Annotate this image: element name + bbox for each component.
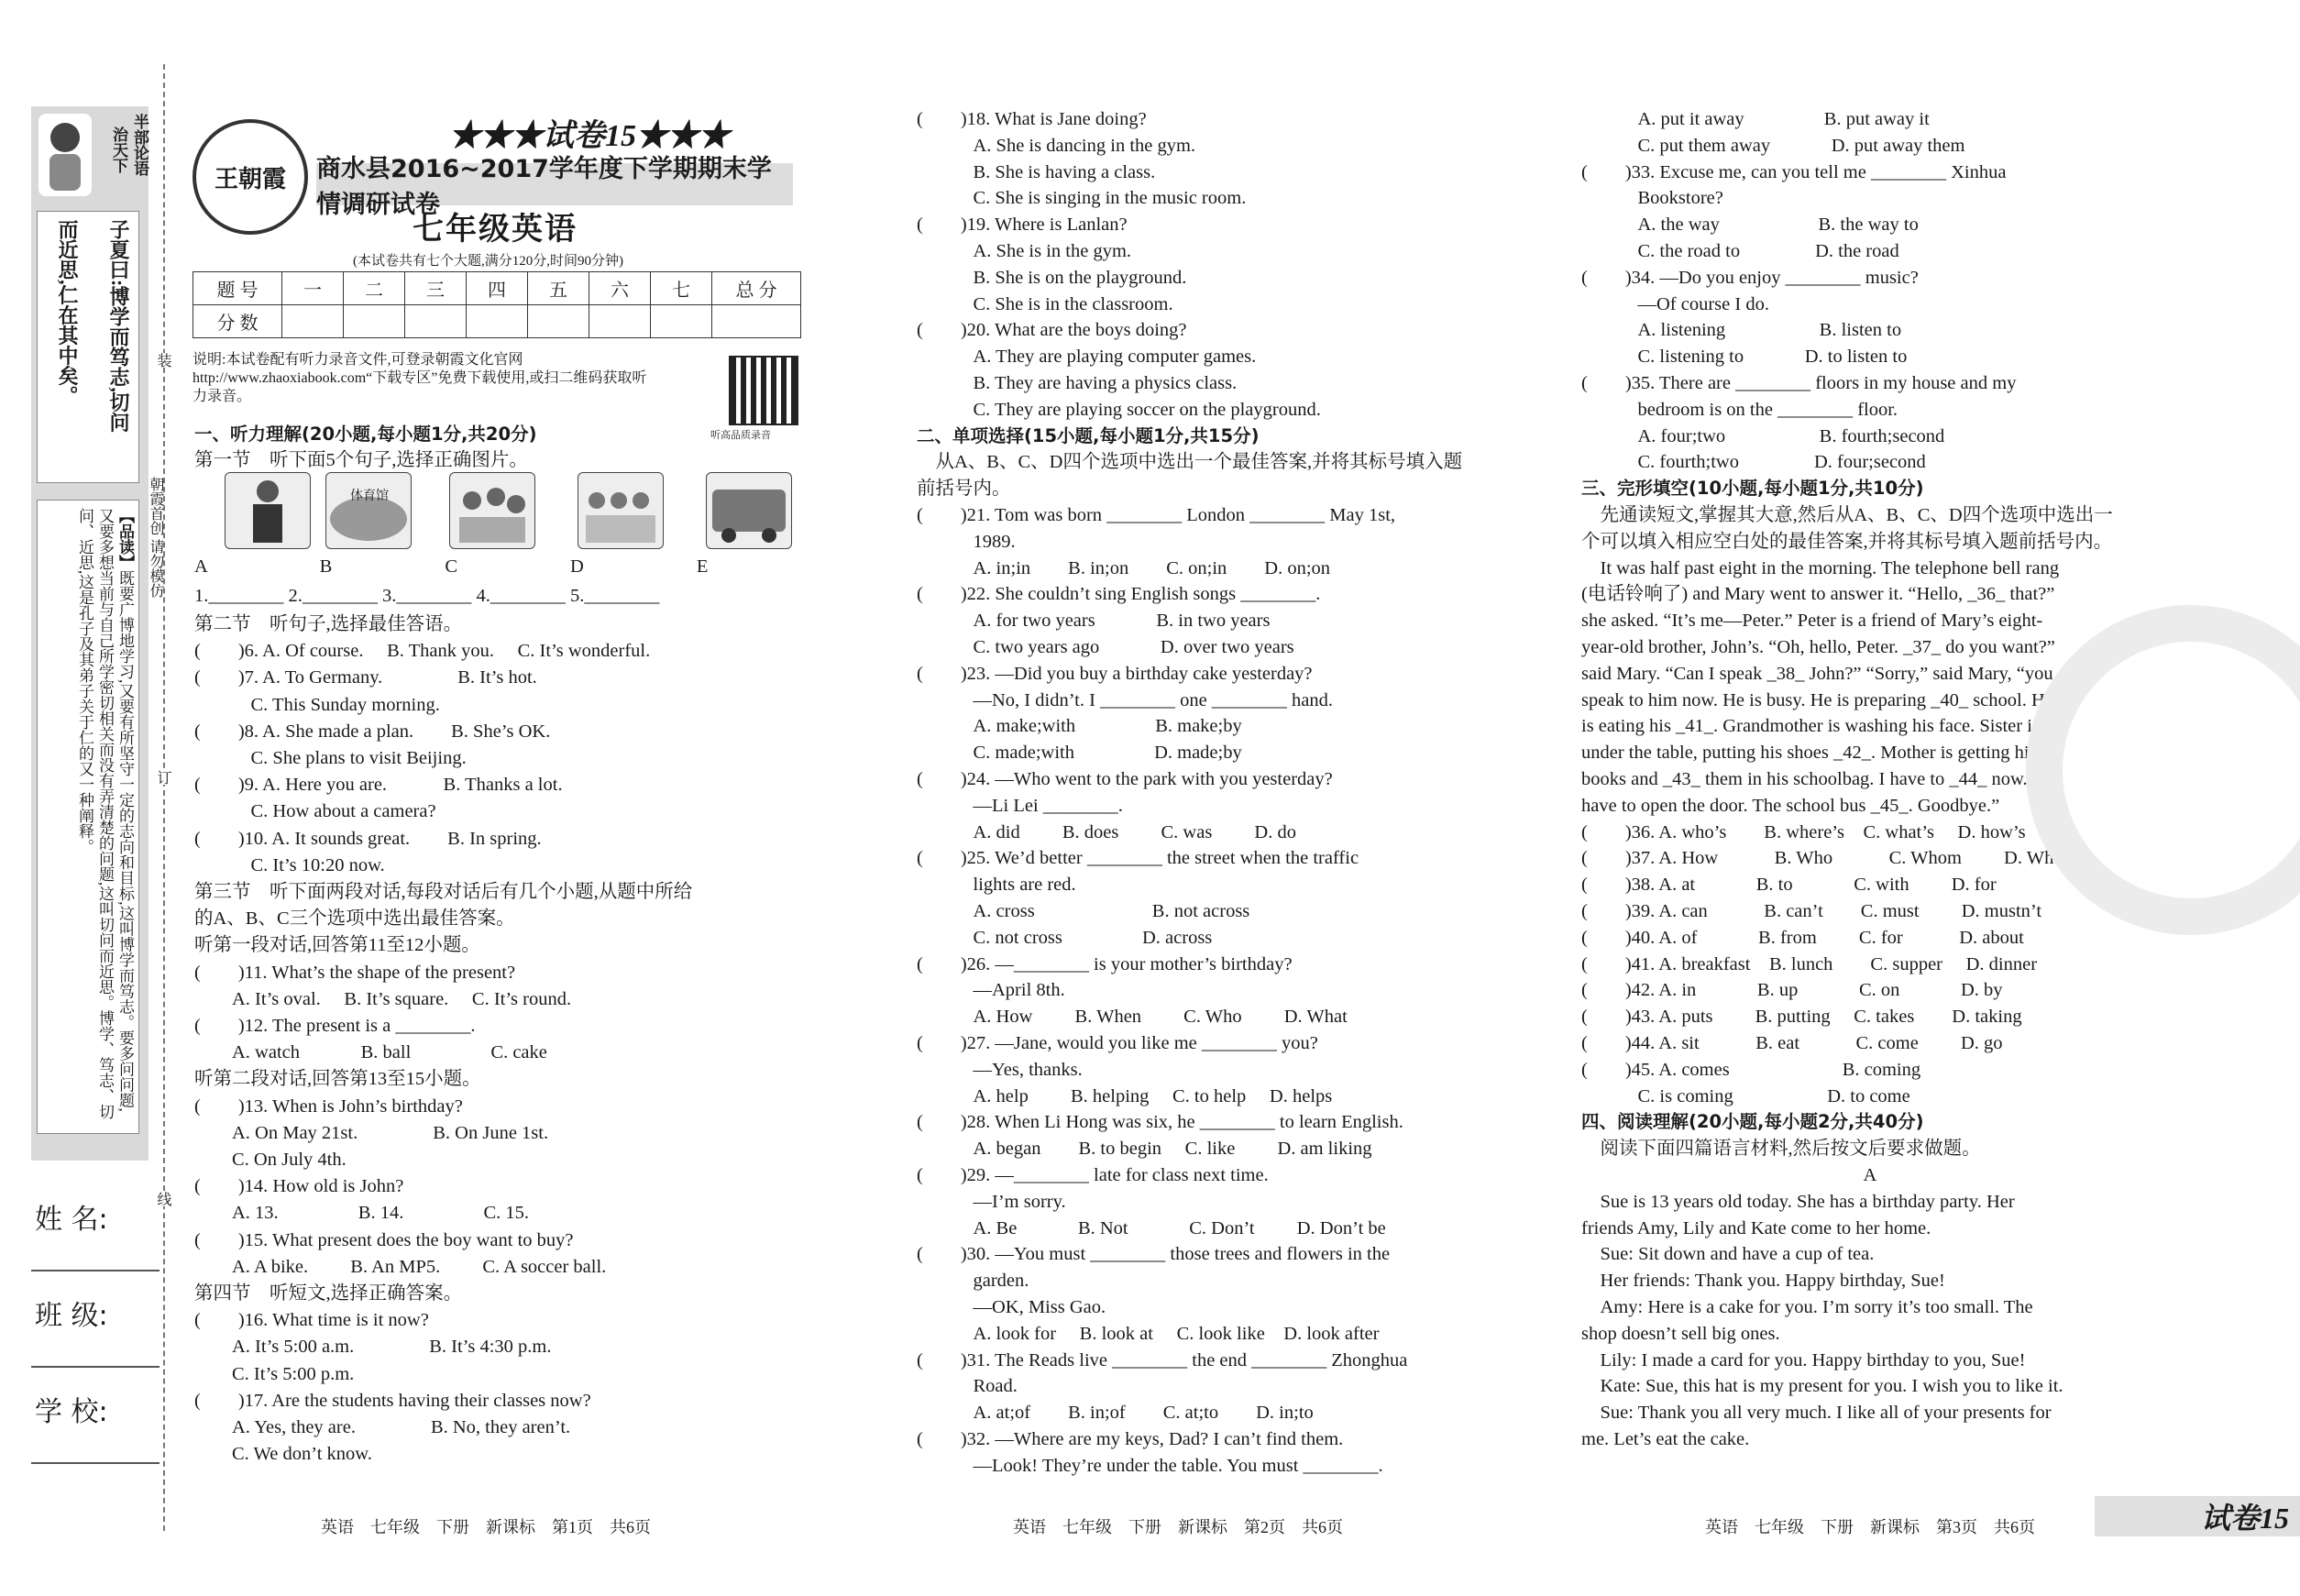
score-cell[interactable] bbox=[405, 305, 467, 338]
text-line: Bookstore? bbox=[1581, 188, 1723, 209]
text-line: A. How B. When C. Who D. What bbox=[917, 1007, 1348, 1028]
text-line: she asked. “It’s me—Peter.” Peter is a friend of Mary’s eight- bbox=[1581, 611, 2043, 632]
text-line: 先通读短文,掌握其大意,然后从A、B、C、D四个选项中选出一 bbox=[1581, 505, 2113, 525]
text-line: 听第二段对话,回答第13至15小题。 bbox=[194, 1069, 481, 1090]
text-line: me. Let’s eat the cake. bbox=[1581, 1429, 1750, 1449]
text-line: ( )38. A. at B. to C. with D. for bbox=[1581, 875, 1997, 896]
text-line: ( )19. Where is Lanlan? bbox=[917, 215, 1128, 236]
text-line: ( )15. What present does the boy want to buy? bbox=[194, 1229, 574, 1250]
text-line: ( )34. —Do you enjoy ________ music? bbox=[1581, 267, 1919, 288]
instructions-note: 说明:本试卷配有听力录音文件,可登录朝霞文化官网 http://www.zhaoxiabook.com“下载专区”免费下载使用,或扫二维码获取听力录音。 bbox=[193, 352, 647, 404]
text-line: 个可以填入相应空白处的最佳答案,并将其标号填入题前括号内。 bbox=[1581, 531, 2113, 552]
score-cell[interactable] bbox=[651, 305, 712, 338]
text-line: books and _43_ them in his schoolbag. I have to _44_ now. I bbox=[1581, 769, 2039, 789]
copyright-note: 朝霞首创 请勿模仿 bbox=[148, 477, 163, 598]
section-heading: 二、单项选择(15小题,每小题1分,共15分) bbox=[917, 424, 1260, 446]
picture-e-icon bbox=[706, 472, 792, 549]
text-line: A. They are playing computer games. bbox=[917, 347, 1257, 368]
text-line: A bbox=[1581, 1165, 1877, 1185]
section-heading: 四、阅读理解(20小题,每小题2分,共40分) bbox=[1581, 1111, 1924, 1133]
text-line: ( )16. What time is it now? bbox=[194, 1310, 429, 1331]
score-table-header-row bbox=[193, 272, 801, 305]
quote-box bbox=[37, 211, 139, 483]
text-line: ( )11. What’s the shape of the present? bbox=[194, 962, 516, 983]
text-line: C. She plans to visit Beijing. bbox=[194, 748, 467, 768]
text-line: 前括号内。 bbox=[917, 479, 1011, 500]
text-line: 第一节 听下面5个句子,选择正确图片。 bbox=[194, 450, 528, 470]
text-line: A B C D E bbox=[194, 556, 709, 577]
confucius-portrait-icon bbox=[39, 114, 92, 196]
text-line: ( )31. The Reads live ________ the end ________ Zhonghua bbox=[917, 1349, 1408, 1370]
text-line: A. listening B. listen to bbox=[1581, 320, 1902, 341]
cut-label-2: 订 bbox=[155, 770, 172, 785]
text-line: —No, I didn’t. I ________ one ________ hand. bbox=[917, 689, 1334, 710]
section-heading: 三、完形填空(10小题,每小题1分,共10分) bbox=[1581, 478, 1924, 500]
star-icon: ★★★ bbox=[636, 119, 730, 153]
cut-label-3: 线 bbox=[155, 1192, 172, 1206]
text-line: C. This Sunday morning. bbox=[194, 694, 440, 715]
picture-c-icon bbox=[449, 472, 535, 549]
picture-b-icon bbox=[325, 472, 412, 549]
text-line: under the table, putting his shoes _42_. Mother is getting his bbox=[1581, 743, 2037, 764]
text-line: Sue: Sit down and have a cup of tea. bbox=[1581, 1244, 1875, 1265]
text-line: 阅读下面四篇语言材料,然后按文后要求做题。 bbox=[1581, 1139, 1981, 1160]
text-line: bedroom is on the ________ floor. bbox=[1581, 399, 1898, 420]
text-line: Kate: Sue, this hat is my present for you. I wish you to like it. bbox=[1581, 1376, 2063, 1397]
text-line: 第四节 听短文,选择正确答案。 bbox=[194, 1283, 463, 1304]
text-line: A. the way B. the way to bbox=[1581, 215, 1919, 236]
school-field[interactable] bbox=[31, 1462, 160, 1464]
text-line: C. listening to D. to listen to bbox=[1581, 347, 1908, 368]
class-label: 班 级: bbox=[35, 1300, 108, 1332]
text-line: ( )33. Excuse me, can you tell me ________ Xinhua bbox=[1581, 161, 2007, 182]
text-line: ( )24. —Who went to the park with you yesterday? bbox=[917, 769, 1333, 789]
text-line: A. watch B. ball C. cake bbox=[194, 1042, 547, 1063]
text-line: A. make;with B. make;by bbox=[917, 716, 1242, 737]
text-line: ( )6. A. Of course. B. Thank you. C. It’s wonderful. bbox=[194, 641, 651, 662]
text-line: 从A、B、C、D四个选项中选出一个最佳答案,并将其标号填入题 bbox=[917, 452, 1463, 473]
text-line: A. in;in B. in;on C. on;in D. on;on bbox=[917, 557, 1331, 578]
picture-d-icon bbox=[578, 472, 664, 549]
text-line: friends Amy, Lily and Kate come to her home. bbox=[1581, 1217, 1931, 1238]
text-line: ( )17. Are the students having their classes now? bbox=[194, 1390, 591, 1411]
score-cell[interactable] bbox=[589, 305, 651, 338]
text-line: C. is coming D. to come bbox=[1581, 1085, 1910, 1106]
text-line: ( )10. A. It sounds great. B. In spring. bbox=[194, 828, 542, 849]
page-footer-1: 英语 七年级 下册 新课标 第1页 共6页 bbox=[321, 1518, 651, 1536]
score-cell[interactable] bbox=[467, 305, 528, 338]
text-line: A. It’s 5:00 a.m. B. It’s 4:30 p.m. bbox=[194, 1337, 552, 1358]
exam-title: 商水县2016~2017学年度下学期期末学情调研试卷 bbox=[316, 163, 793, 205]
text-line: ( )42. A. in B. up C. on D. by bbox=[1581, 980, 2003, 1001]
text-line: C. She is singing in the music room. bbox=[917, 188, 1247, 209]
motto-small-2: 治天下 bbox=[110, 127, 127, 173]
text-line: A. Be B. Not C. Don’t D. Don’t be bbox=[917, 1217, 1386, 1238]
text-line: A. Yes, they are. B. No, they aren’t. bbox=[194, 1417, 571, 1437]
text-line: —April 8th. bbox=[917, 980, 1065, 1001]
text-line: Sue: Thank you all very much. I like all of your presents for bbox=[1581, 1403, 2052, 1424]
text-line: (电话铃响了) and Mary went to answer it. “Hello, _36_ that?” bbox=[1581, 584, 2055, 605]
text-line: ( )18. What is Jane doing? bbox=[917, 109, 1147, 129]
exam-note: (本试卷共有七个大题,满分120分,时间90分钟) bbox=[353, 254, 623, 269]
text-line: ( )40. A. of B. from C. for D. about bbox=[1581, 927, 2024, 948]
text-line: shop doesn’t sell big ones. bbox=[1581, 1323, 1780, 1344]
table-cell: 七 bbox=[651, 272, 712, 305]
picture-a-icon bbox=[225, 472, 311, 549]
text-line: ( )25. We’d better ________ the street when the traffic bbox=[917, 848, 1359, 869]
text-line: 听第一段对话,回答第11至12小题。 bbox=[194, 935, 480, 956]
text-line: garden. bbox=[917, 1271, 1029, 1292]
table-cell: 四 bbox=[467, 272, 528, 305]
score-cell[interactable] bbox=[344, 305, 405, 338]
text-line: C. It’s 5:00 p.m. bbox=[194, 1363, 355, 1384]
text-line: A. It’s oval. B. It’s square. C. It’s round. bbox=[194, 988, 572, 1009]
text-line: ( )32. —Where are my keys, Dad? I can’t find them. bbox=[917, 1429, 1344, 1449]
text-line: have to open the door. The school bus _45_. Goodbye.” bbox=[1581, 795, 2000, 816]
text-line: ( )39. A. can B. can’t C. must D. mustn’t bbox=[1581, 901, 2042, 921]
text-line: ( )41. A. breakfast B. lunch C. supper D. dinner bbox=[1581, 953, 2038, 974]
text-line: speak to him now. He is busy. He is preparing _40_ school. He bbox=[1581, 689, 2053, 710]
text-line: A. On May 21st. B. On June 1st. bbox=[194, 1122, 549, 1143]
text-line: ( )27. —Jane, would you like me ________ you? bbox=[917, 1033, 1318, 1053]
text-line: —I’m sorry. bbox=[917, 1191, 1066, 1212]
binding-cut-line bbox=[163, 64, 165, 1531]
text-line: is eating his _41_. Grandmother is washing his face. Sister is bbox=[1581, 716, 2040, 737]
text-line: A. look for B. look at C. look like D. look after bbox=[917, 1323, 1380, 1344]
text-line: C. She is in the classroom. bbox=[917, 293, 1173, 314]
score-table bbox=[193, 271, 801, 338]
text-line: ( )21. Tom was born ________ London ________ May 1st, bbox=[917, 505, 1396, 525]
text-line: ( )35. There are ________ floors in my house and my bbox=[1581, 373, 2017, 393]
text-line: Amy: Here is a cake for you. I’m sorry it’s too small. The bbox=[1581, 1297, 2033, 1317]
score-cell[interactable] bbox=[528, 305, 589, 338]
text-line: C. They are playing soccer on the playground. bbox=[917, 399, 1321, 420]
score-cell[interactable] bbox=[712, 305, 801, 338]
text-line: It was half past eight in the morning. The telephone bell rang bbox=[1581, 557, 2060, 578]
text-line: Her friends: Thank you. Happy birthday, Sue! bbox=[1581, 1271, 1945, 1292]
text-line: A. four;two B. fourth;second bbox=[1581, 425, 1945, 446]
watermark-seal-icon bbox=[2026, 605, 2300, 935]
page-footer-2: 英语 七年级 下册 新课标 第2页 共6页 bbox=[1013, 1518, 1343, 1536]
text-line: A. did B. does C. was D. do bbox=[917, 821, 1296, 842]
motto-small: 半部论语 bbox=[131, 114, 149, 176]
paper-number-text: 试卷15 bbox=[543, 119, 636, 153]
text-line: Lily: I made a card for you. Happy birthday to you, Sue! bbox=[1581, 1349, 2026, 1370]
text-line: A. cross B. not across bbox=[917, 901, 1250, 921]
text-line: —Of course I do. bbox=[1581, 293, 1769, 314]
text-line: year-old brother, John’s. “Oh, hello, Peter. _37_ do you want?” bbox=[1581, 637, 2055, 657]
footer-paper-badge: 试卷15 bbox=[2095, 1496, 2300, 1536]
text-line: A. help B. helping C. to help D. helps bbox=[917, 1085, 1333, 1106]
text-line: ( )20. What are the boys doing? bbox=[917, 320, 1187, 341]
text-line: ( )23. —Did you buy a birthday cake yesterday? bbox=[917, 663, 1313, 684]
text-line: ( )22. She couldn’t sing English songs ________. bbox=[917, 584, 1321, 605]
text-line: ( )36. A. who’s B. where’s C. what’s D. how’s bbox=[1581, 821, 2026, 842]
table-cell: 一 bbox=[282, 272, 344, 305]
text-line: ( )8. A. She made a plan. B. She’s OK. bbox=[194, 721, 551, 742]
text-line: ( )14. How old is John? bbox=[194, 1176, 404, 1197]
text-line: ( )12. The present is a ________. bbox=[194, 1016, 476, 1036]
text-line: C. the road to D. the road bbox=[1581, 241, 1899, 261]
text-line: ( )28. When Li Hong was six, he ________ to learn English. bbox=[917, 1112, 1403, 1133]
score-table-score-row bbox=[193, 305, 801, 338]
text-line: C. two years ago D. over two years bbox=[917, 637, 1294, 657]
text-line: ( )29. —________ late for class next time. bbox=[917, 1165, 1269, 1185]
text-line: B. They are having a physics class. bbox=[917, 373, 1238, 393]
text-line: ( )9. A. Here you are. B. Thanks a lot. bbox=[194, 775, 563, 796]
school-label: 学 校: bbox=[35, 1396, 108, 1428]
subject-title: 七年级英语 bbox=[413, 211, 578, 248]
text-line: 1.________ 2.________ 3.________ 4.________ 5.________ bbox=[194, 586, 660, 606]
text-line: —Li Lei ________. bbox=[917, 795, 1123, 816]
text-line: C. How about a camera? bbox=[194, 801, 436, 822]
section-heading: 一、听力理解(20小题,每小题1分,共20分) bbox=[194, 424, 537, 445]
text-line: A. A bike. B. An MP5. C. A soccer ball. bbox=[194, 1256, 607, 1277]
text-line: A. began B. to begin C. like D. am liking bbox=[917, 1139, 1372, 1160]
text-line: A. put it away B. put away it bbox=[1581, 109, 1930, 129]
text-line: —Yes, thanks. bbox=[917, 1059, 1083, 1080]
text-line: ( )43. A. puts B. putting C. takes D. taking bbox=[1581, 1007, 2022, 1028]
text-line: C. It’s 10:20 now. bbox=[194, 854, 385, 875]
text-line: ( )26. —________ is your mother’s birthday? bbox=[917, 953, 1293, 974]
pindu-box bbox=[37, 500, 139, 1134]
text-line: 的A、B、C三个选项中选出最佳答案。 bbox=[194, 908, 515, 930]
table-cell: 六 bbox=[589, 272, 651, 305]
pindu-text: 既要广博地学习,又要有所坚守一定的志向和目标,这叫博学而笃志。要多问问题,又要多想当前与自己所学密切相关而没有弄清楚的问题,这叫切问而近思。博学、笃志、切问、近思,这是孔子及其弟子关于仁的又一种阐释。 bbox=[76, 508, 134, 1120]
text-line: C. made;with D. made;by bbox=[917, 743, 1242, 764]
text-line: said Mary. “Can I speak _38_ John?” “Sorry,” said Mary, “you _39_ bbox=[1581, 663, 2096, 684]
cut-label-1: 装 bbox=[155, 353, 172, 368]
name-field[interactable] bbox=[31, 1270, 160, 1271]
text-line: C. put them away D. put away them bbox=[1581, 135, 1965, 156]
text-line: 第二节 听句子,选择最佳答语。 bbox=[194, 614, 463, 634]
text-line: C. fourth;two D. four;second bbox=[1581, 452, 1926, 473]
table-cell: 三 bbox=[405, 272, 467, 305]
table-cell: 总 分 bbox=[712, 272, 801, 305]
page-footer-3: 英语 七年级 下册 新课标 第3页 共6页 bbox=[1705, 1518, 2035, 1536]
publisher-logo: 王朝霞 bbox=[193, 119, 308, 235]
table-cell: 五 bbox=[528, 272, 589, 305]
quote-end: 而近思,仁在其中矣。 bbox=[56, 219, 79, 406]
pindu-title: 【品读】 bbox=[116, 508, 134, 570]
text-line: 1989. bbox=[917, 531, 1016, 552]
text-line: ( )30. —You must ________ those trees and flowers in the bbox=[917, 1244, 1391, 1265]
text-line: —OK, Miss Gao. bbox=[917, 1297, 1106, 1317]
text-line: A. She is in the gym. bbox=[917, 241, 1132, 261]
text-line: C. We don’t know. bbox=[194, 1444, 372, 1465]
table-cell: 二 bbox=[344, 272, 405, 305]
text-line: 第三节 听下面两段对话,每段对话后有几个小题,从题中所给 bbox=[194, 882, 693, 902]
text-line: B. She is on the playground. bbox=[917, 267, 1187, 288]
table-cell: 题 号 bbox=[193, 272, 282, 305]
text-line: A. at;of B. in;of C. at;to D. in;to bbox=[917, 1403, 1314, 1424]
text-line: ( )45. A. comes B. coming bbox=[1581, 1059, 1921, 1080]
quote-main: 子夏曰:博学而笃志,切问 bbox=[107, 219, 130, 433]
text-line: ( )37. A. How B. Who C. Whom D. What bbox=[1581, 848, 2068, 869]
text-line: Road. bbox=[917, 1376, 1018, 1397]
text-line: C. On July 4th. bbox=[194, 1150, 347, 1170]
text-line: C. not cross D. across bbox=[917, 927, 1213, 948]
text-line: B. She is having a class. bbox=[917, 161, 1156, 182]
score-cell[interactable] bbox=[282, 305, 344, 338]
text-line: A. for two years B. in two years bbox=[917, 611, 1271, 632]
text-line: ( )13. When is John’s birthday? bbox=[194, 1095, 463, 1117]
qr-code-icon[interactable] bbox=[729, 356, 798, 425]
text-line: ( )44. A. sit B. eat C. come D. go bbox=[1581, 1033, 2003, 1053]
text-line: —Look! They’re under the table. You must ________. bbox=[917, 1455, 1383, 1476]
class-field[interactable] bbox=[31, 1366, 160, 1368]
text-line: ( )7. A. To Germany. B. It’s hot. bbox=[194, 667, 537, 688]
text-line: lights are red. bbox=[917, 875, 1076, 896]
text-line: A. 13. B. 14. C. 15. bbox=[194, 1203, 530, 1224]
star-icon: ★★★ bbox=[449, 119, 543, 153]
text-line: Sue is 13 years old today. She has a birthday party. Her bbox=[1581, 1191, 2015, 1212]
name-label: 姓 名: bbox=[35, 1204, 108, 1236]
gym-label: 体育馆 bbox=[350, 490, 389, 503]
qr-caption: 听高品质录音 bbox=[710, 430, 771, 441]
text-line: A. She is dancing in the gym. bbox=[917, 135, 1196, 156]
table-cell: 分 数 bbox=[193, 305, 282, 338]
